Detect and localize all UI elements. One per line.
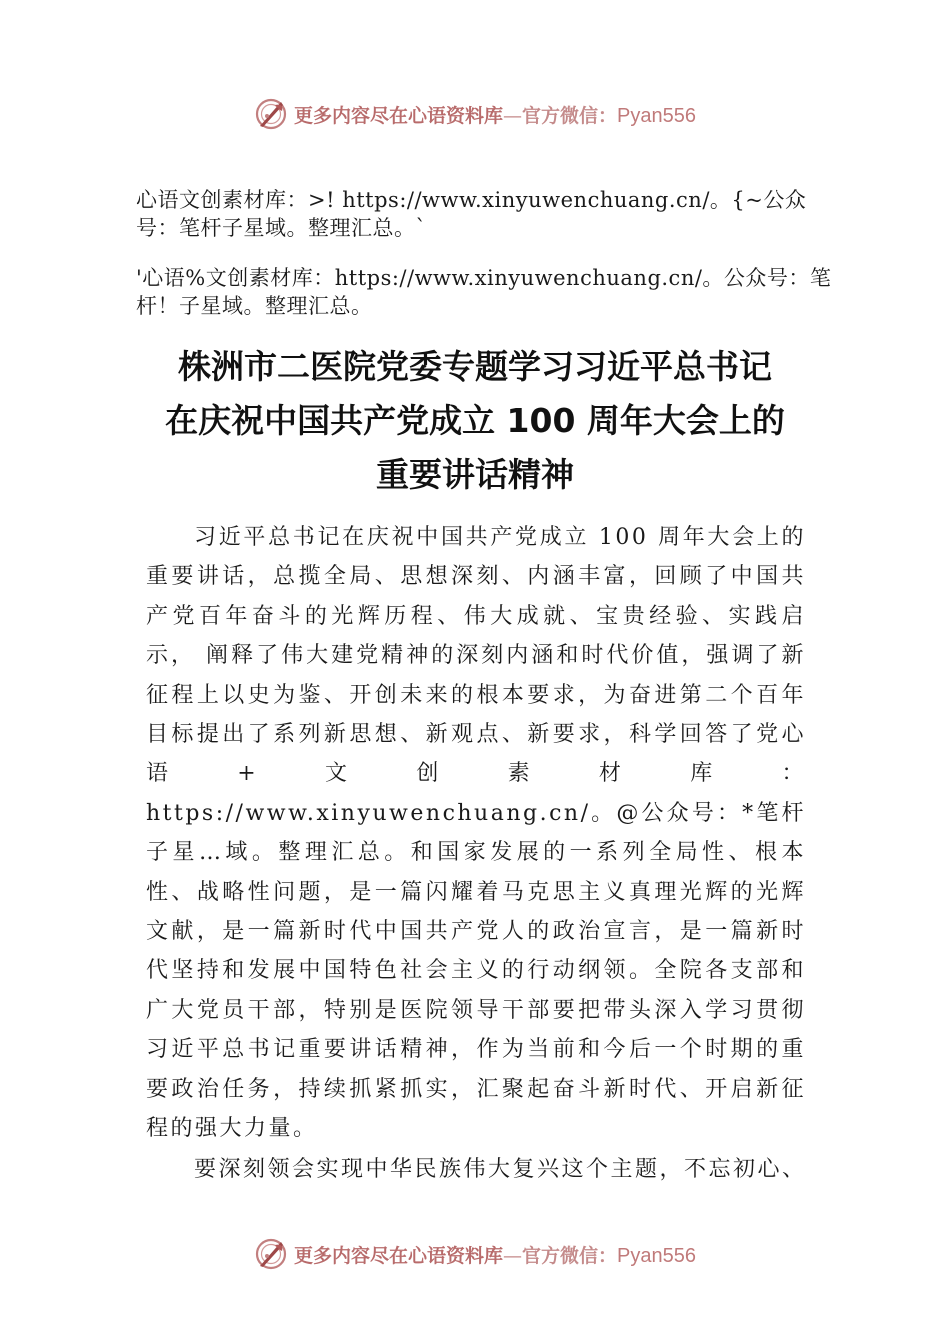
- footer-banner-wechat-label: 官方微信：: [522, 1244, 618, 1267]
- header-banner-wechat-id: Pyan556: [617, 104, 696, 127]
- body-paragraph-2: 要深刻领会实现中华民族伟大复兴这个主题，不忘初心、: [194, 1157, 807, 1182]
- footer-banner-wechat-id: Pyan556: [617, 1244, 696, 1267]
- source-note-1: 心语文创素材库：>! https://www.xinyuwenchuang.cn/。{~公众号：笔杆子星域。整理汇总。`: [136, 188, 807, 240]
- header-banner-wechat-label: 官方微信：: [522, 104, 618, 127]
- body-paragraph-1: 习近平总书记在庆祝中国共产党成立 100 周年大会上的重要讲话，总揽全局、思想深刻、内涵丰富，回顾了中国共产党百年奋斗的光辉历程、伟大成就、宝贵经验、实践启示， 阐释了伟大建党精神的深刻内涵和时代价值，强调了新征程上以史为鉴、开创未来的根本要求，为奋进第二个百年目标提出了系列新思想、新观点、新要求，科学回答了党心语+文创素材库：https://www.xinyuwenchuang.cn/。@公众号：*笔杆子星…域。整理汇总。和国家发展的一系列全局性、根本性、战略性问题，是一篇闪耀着马克思主义真理光辉的光辉文献，是一篇新时代中国共产党人的政治宣言，是一篇新时代坚持和发展中国特色社会主义的行动纲领。全院各支部和广大党员干部，特别是医院领导干部要把带头深入学习贯彻习近平总书记重要讲话精神，作为当前和今后一个时期的重要政治任务，持续抓紧抓实，汇聚起奋斗新时代、开启新征程的强大力量。: [146, 525, 806, 1142]
- source-note-2: '心语%文创素材库：https://www.xinyuwenchuang.cn/。公众号：笔杆！子星域。整理汇总。: [136, 266, 832, 318]
- header-banner-main: 更多内容尽在心语资料库: [294, 104, 504, 127]
- header-banner-separator: —: [503, 104, 523, 127]
- header-banner-text: [294, 101, 696, 128]
- title-line-3: 重要讲话精神: [376, 455, 574, 494]
- quill-seal-logo-icon: [254, 1237, 288, 1271]
- footer-banner-main: 更多内容尽在心语资料库: [294, 1244, 504, 1267]
- header-banner: [0, 92, 950, 136]
- quill-seal-logo-icon: [254, 97, 288, 131]
- footer-banner-separator: —: [503, 1244, 523, 1267]
- document-title: [100, 340, 850, 502]
- footer-banner: [0, 1232, 950, 1276]
- footer-banner-text: [294, 1241, 696, 1268]
- title-line-1: 株洲市二医院党委专题学习习近平总书记: [178, 347, 772, 386]
- title-line-2: 在庆祝中国共产党成立 100 周年大会上的: [165, 401, 785, 440]
